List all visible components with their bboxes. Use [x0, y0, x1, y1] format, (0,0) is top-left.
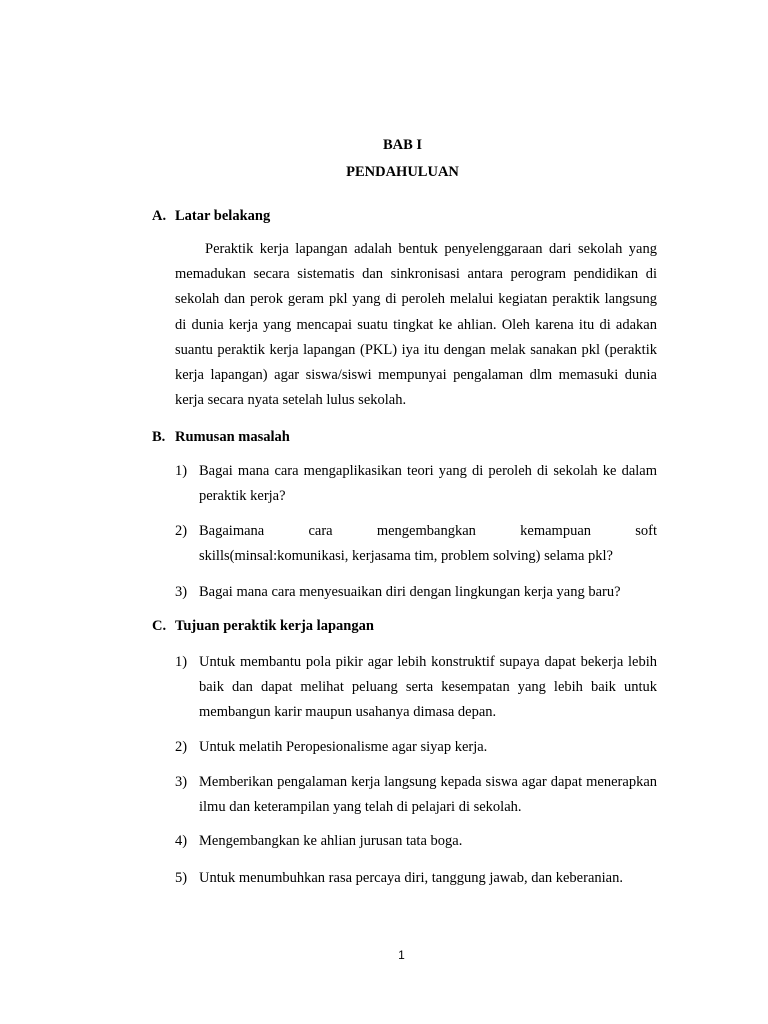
- section-c-letter: C.: [152, 618, 167, 634]
- section-b-letter: B.: [152, 429, 166, 445]
- list-item-number: 5): [175, 870, 188, 886]
- list-item: [175, 580, 657, 605]
- list-item-number: 2): [175, 739, 188, 755]
- list-item-text: Untuk menumbuhkan rasa percaya diri, tanggung jawab, dan keberanian.: [199, 870, 623, 886]
- section-a-title: Latar belakang: [175, 208, 271, 224]
- section-a-letter: A.: [152, 208, 167, 224]
- section-c-heading: [152, 618, 374, 635]
- list-item-number: 2): [175, 523, 188, 539]
- list-item: [175, 650, 657, 726]
- list-item-number: 1): [175, 463, 188, 479]
- section-a-paragraph: Peraktik kerja lapangan adalah bentuk penyelenggaraan dari sekolah yang memadukan secara sistematis dan sinkronisasi antara perogram pendidikan di sekolah dan perok geram pkl yang di peroleh melalui kegiatan peraktik langsung di dunia kerja yang mencapai suatu tingkat ke ahlian. Oleh karena itu di adakan suantu peraktik kerja lapangan (PKL) iya itu dengan melak sanakan pkl (peraktik kerja lapangan) agar siswa/siswi mempunyai pengalaman dlm memasuki dunia kerja secara nyata setelah lulus sekolah.: [175, 241, 657, 409]
- page-number: 1: [398, 948, 405, 962]
- chapter-number: BAB I: [382, 137, 423, 153]
- list-item-text-line-2: skills(minsal:komunikasi, kerjasama tim, problem solving) selama pkl?: [199, 548, 613, 565]
- list-item: [175, 459, 657, 509]
- section-c-title: Tujuan peraktik kerja lapangan: [175, 618, 374, 634]
- section-b-title: Rumusan masalah: [175, 429, 290, 445]
- chapter-title: PENDAHULUAN: [346, 164, 459, 180]
- list-item: [175, 829, 657, 854]
- list-item-number: 1): [175, 654, 188, 670]
- list-item-text: Bagai mana cara mengaplikasikan teori yang di peroleh di sekolah ke dalam peraktik kerja?: [199, 463, 657, 505]
- list-item: [175, 519, 657, 569]
- list-item-text: Mengembangkan ke ahlian jurusan tata boga.: [199, 833, 463, 849]
- list-item-number: 3): [175, 584, 188, 600]
- list-item-text-line-1: Bagaimana cara mengembangkan kemampuan soft: [199, 523, 657, 539]
- list-item-text: Untuk membantu pola pikir agar lebih konstruktif supaya dapat bekerja lebih baik dan dapat melihat peluang serta kesempatan yang lebih baik untuk membangun karir maupun usahanya dimasa depan.: [199, 654, 657, 721]
- list-item-number: 4): [175, 833, 188, 849]
- list-item: [175, 770, 657, 820]
- list-item-text: Untuk melatih Peropesionalisme agar siyap kerja.: [199, 739, 488, 755]
- list-item-number: 3): [175, 774, 188, 790]
- list-item-text: Memberikan pengalaman kerja langsung kepada siswa agar dapat menerapkan ilmu dan keterampilan yang telah di pelajari di sekolah.: [199, 774, 657, 816]
- section-b-heading: [152, 429, 290, 446]
- list-item-text: Bagai mana cara menyesuaikan diri dengan lingkungan kerja yang baru?: [199, 584, 621, 600]
- section-a-heading: [152, 208, 270, 225]
- list-item: [175, 735, 657, 760]
- list-item: [175, 866, 657, 891]
